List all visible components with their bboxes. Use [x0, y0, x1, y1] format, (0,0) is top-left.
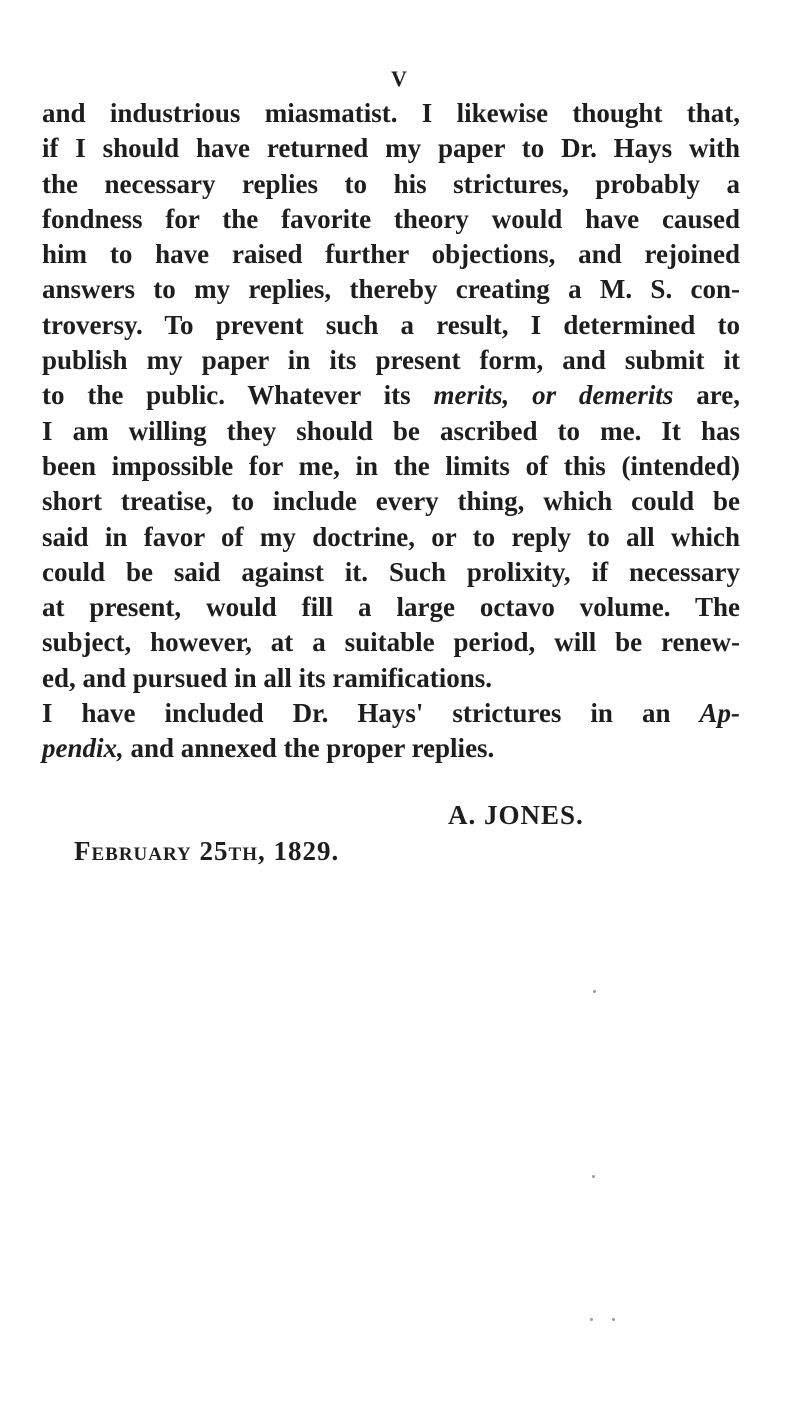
- italic-word: Ap-: [699, 698, 740, 729]
- text-line-with-italic: [42, 378, 740, 413]
- paper-speck: [592, 1175, 595, 1178]
- text-line: fondness for the favorite theory would have caused: [42, 203, 740, 234]
- paper-speck: [590, 1318, 593, 1321]
- text-line: said in favor of my doctrine, or to reply to all which: [42, 521, 740, 552]
- text-line: answers to my replies, thereby creating a M. S. con-: [42, 274, 740, 305]
- author-signature: A. JONES.: [448, 800, 584, 830]
- text-segment: I have included Dr. Hays' strictures in an: [42, 698, 700, 729]
- text-line: been impossible for me, in the limits of this (intended): [42, 450, 740, 481]
- text-line: him to have raised further objections, and rejoined: [42, 239, 740, 270]
- text-line: I am willing they should be ascribed to me. It has: [42, 415, 740, 446]
- page-number: V: [391, 66, 408, 91]
- text-segment: and annexed the proper replies.: [130, 733, 495, 764]
- text-line: could be said against it. Such prolixity, if necessary: [42, 556, 740, 587]
- text-line: at present, would fill a large octavo volume. The: [42, 592, 740, 623]
- preface-text: [42, 96, 740, 767]
- text-line: the necessary replies to his strictures, probably a: [42, 168, 740, 199]
- italic-phrase: merits, or demerits: [433, 380, 674, 411]
- text-segment: are,: [673, 380, 740, 411]
- date-line: February 25th, 1829.: [74, 836, 340, 866]
- paper-speck: [593, 990, 596, 993]
- text-line: if I should have returned my paper to Dr. Hays with: [42, 133, 740, 164]
- text-line: troversy. To prevent such a result, I determined to: [42, 309, 740, 340]
- text-line-with-italic: [42, 696, 740, 731]
- text-line: ed, and pursued in all its ramifications.: [42, 662, 493, 693]
- text-line: subject, however, at a suitable period, will be renew-: [42, 627, 740, 658]
- paper-speck: [612, 1318, 615, 1321]
- text-line: short treatise, to include every thing, which could be: [42, 486, 740, 517]
- text-line: publish my paper in its present form, and submit it: [42, 345, 740, 376]
- text-segment: to the public. Whatever its: [42, 380, 434, 411]
- italic-word: pendix,: [42, 733, 124, 764]
- text-line-with-italic: [42, 731, 740, 766]
- text-line: and industrious miasmatist. I likewise thought that,: [42, 98, 740, 128]
